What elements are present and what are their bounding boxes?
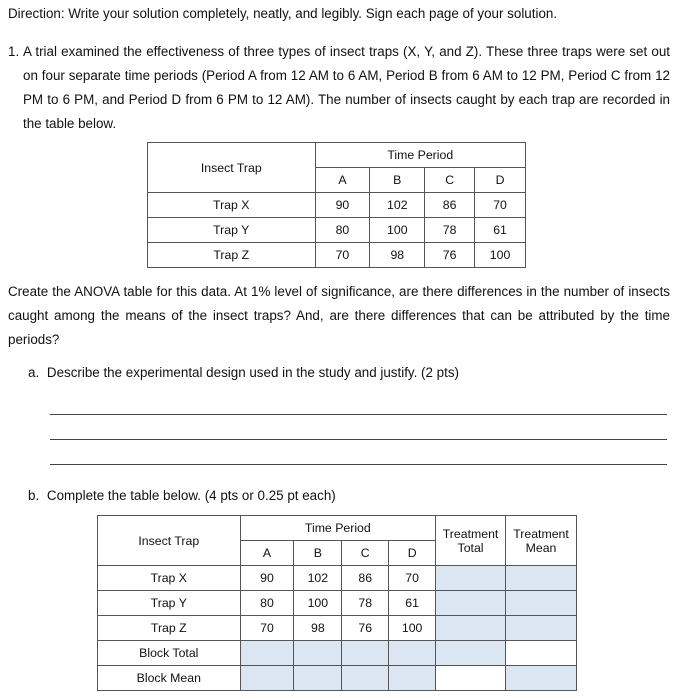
row-label: Trap X (98, 566, 241, 591)
block-mean-row (98, 666, 577, 691)
table-cell: 61 (475, 218, 526, 243)
block-total-row (98, 641, 577, 666)
treatment-mean-answer-cell[interactable] (506, 566, 577, 591)
table-cell: 98 (294, 616, 342, 641)
treatment-total-answer-cell[interactable] (436, 591, 506, 616)
period-d-header: D (389, 541, 436, 566)
insect-trap-header: Insect Trap (148, 143, 316, 193)
grand-mean-answer-cell[interactable] (506, 666, 577, 691)
table-row (98, 591, 577, 616)
row-label: Trap Y (98, 591, 241, 616)
question-1 (8, 40, 670, 136)
block-total-answer-cell[interactable] (240, 641, 294, 666)
table-cell: 80 (240, 591, 294, 616)
block-mean-answer-cell[interactable] (389, 666, 436, 691)
answer-line[interactable] (50, 439, 667, 440)
table-cell: 70 (475, 193, 526, 218)
table-cell: 100 (370, 218, 425, 243)
table-cell: 102 (294, 566, 342, 591)
empty-cell (506, 641, 577, 666)
treatment-mean-answer-cell[interactable] (506, 591, 577, 616)
table-cell: 98 (370, 243, 425, 268)
block-total-answer-cell[interactable] (342, 641, 389, 666)
table-cell: 86 (425, 193, 475, 218)
period-c-header: C (425, 168, 475, 193)
row-label: Trap Z (148, 243, 316, 268)
row-label: Trap Y (148, 218, 316, 243)
table-cell: 86 (342, 566, 389, 591)
grand-total-answer-cell[interactable] (436, 641, 506, 666)
part-a (28, 365, 459, 380)
question-number: 1. (8, 44, 20, 59)
period-b-header: B (370, 168, 425, 193)
part-b-label: b. (28, 488, 40, 503)
table-cell: 70 (315, 243, 370, 268)
row-label: Trap Z (98, 616, 241, 641)
table-row (148, 243, 526, 268)
block-total-answer-cell[interactable] (294, 641, 342, 666)
period-b-header: B (294, 541, 342, 566)
answer-line[interactable] (50, 464, 667, 465)
table-row (148, 193, 526, 218)
table-row (98, 616, 577, 641)
table-cell: 100 (475, 243, 526, 268)
time-period-header: Time Period (315, 143, 526, 168)
table-cell: 70 (389, 566, 436, 591)
block-mean-answer-cell[interactable] (342, 666, 389, 691)
period-a-header: A (240, 541, 294, 566)
answer-table (97, 515, 577, 691)
period-d-header: D (475, 168, 526, 193)
table-cell: 102 (370, 193, 425, 218)
block-total-label: Block Total (98, 641, 241, 666)
table-cell: 78 (342, 591, 389, 616)
table-row (148, 218, 526, 243)
block-mean-answer-cell[interactable] (240, 666, 294, 691)
answer-line[interactable] (50, 414, 667, 415)
part-a-label: a. (28, 365, 40, 380)
table-cell: 76 (425, 243, 475, 268)
part-b (28, 488, 336, 503)
table-cell: 90 (315, 193, 370, 218)
table-cell: 61 (389, 591, 436, 616)
treatment-mean-answer-cell[interactable] (506, 616, 577, 641)
table-cell: 76 (342, 616, 389, 641)
treatment-total-header: Treatment Total (436, 516, 506, 566)
block-total-answer-cell[interactable] (389, 641, 436, 666)
table-cell: 100 (389, 616, 436, 641)
treatment-mean-header: Treatment Mean (506, 516, 577, 566)
data-table (147, 142, 526, 268)
insect-trap-header: Insect Trap (98, 516, 241, 566)
part-a-text: Describe the experimental design used in the study and justify. (2 pts) (46, 365, 460, 380)
table-cell: 70 (240, 616, 294, 641)
table-row (98, 566, 577, 591)
table-cell: 78 (425, 218, 475, 243)
period-c-header: C (342, 541, 389, 566)
part-b-text: Complete the table below. (4 pts or 0.25 pt each) (46, 488, 336, 503)
block-mean-label: Block Mean (98, 666, 241, 691)
treatment-total-answer-cell[interactable] (436, 566, 506, 591)
table-cell: 80 (315, 218, 370, 243)
question-text: A trial examined the effectiveness of three types of insect traps (X, Y, and Z). These three traps were set out on four separate time periods (Period A from 12 AM to 6 AM, Period B from 6 AM to 12 PM, Period C from 12 PM to 6 PM, and Period D from 6 PM to 12 AM). The number of insects caught by each trap are recorded in the table below. (23, 44, 670, 131)
row-label: Trap X (148, 193, 316, 218)
table-cell: 100 (294, 591, 342, 616)
table-cell: 90 (240, 566, 294, 591)
block-mean-answer-cell[interactable] (294, 666, 342, 691)
direction-text: Direction: Write your solution completely, neatly, and legibly. Sign each page of your solution. (8, 6, 558, 21)
time-period-header: Time Period (240, 516, 436, 541)
period-a-header: A (315, 168, 370, 193)
empty-cell (436, 666, 506, 691)
treatment-total-answer-cell[interactable] (436, 616, 506, 641)
anova-prompt: Create the ANOVA table for this data. At 1% level of significance, are there differences in the number of insects caught among the means of the insect traps? And, are there differences that can be attributed by the time periods? (8, 284, 670, 347)
